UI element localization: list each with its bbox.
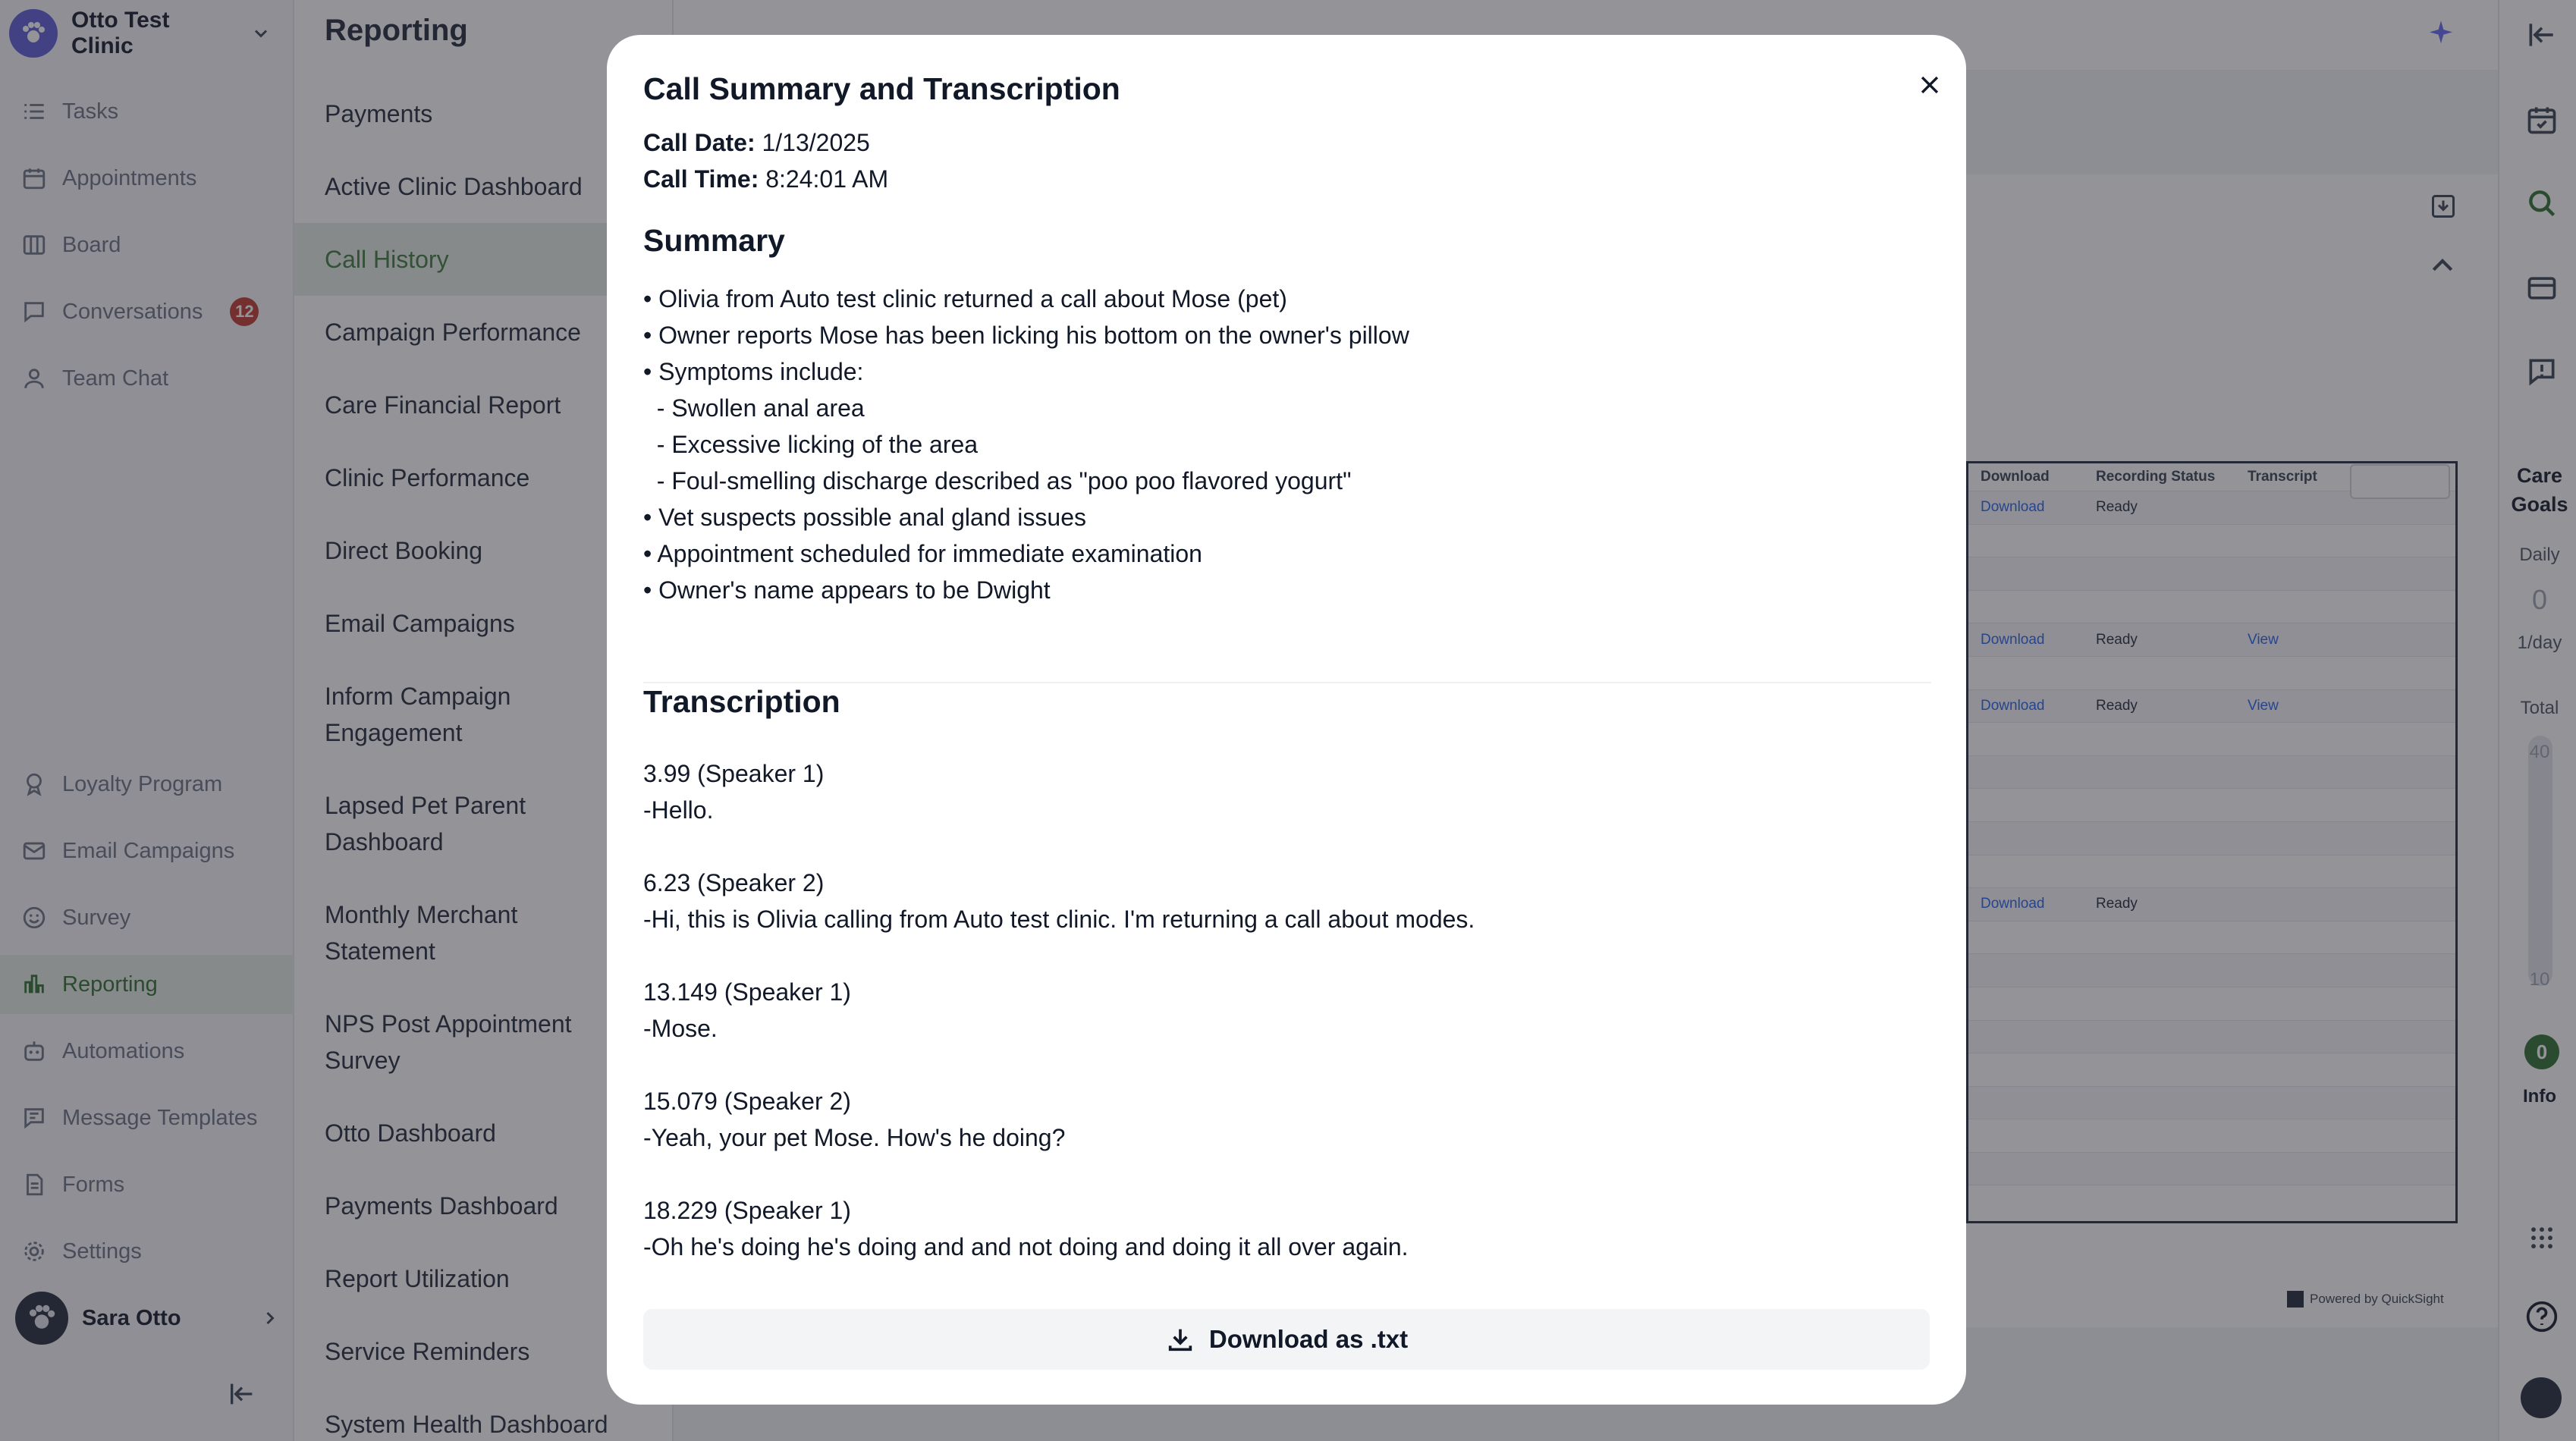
summary-line: - Swollen anal area bbox=[643, 394, 865, 422]
summary-line: • Owner reports Mose has been licking his bottom on the owner's pillow bbox=[643, 322, 1409, 349]
transcript-timestamp: 3.99 (Speaker 1) bbox=[643, 760, 825, 787]
call-time-row bbox=[643, 165, 888, 193]
summary-line: • Appointment scheduled for immediate examination bbox=[643, 540, 1202, 567]
transcription-heading: Transcription bbox=[643, 684, 840, 719]
download-txt-button[interactable] bbox=[643, 1309, 1930, 1370]
call-time-value: 8:24:01 AM bbox=[765, 165, 889, 193]
modal-title: Call Summary and Transcription bbox=[643, 71, 1120, 106]
call-date-value: 1/13/2025 bbox=[762, 129, 870, 156]
call-time-label: Call Time: bbox=[643, 165, 759, 193]
call-date-label: Call Date: bbox=[643, 129, 756, 156]
close-button[interactable] bbox=[1908, 64, 1951, 106]
transcript-timestamp: 13.149 (Speaker 1) bbox=[643, 978, 851, 1006]
call-summary-modal bbox=[607, 35, 1966, 1405]
summary-line: - Excessive licking of the area bbox=[643, 431, 979, 458]
transcript-text: -Hello. bbox=[643, 796, 714, 824]
close-icon bbox=[1917, 72, 1943, 98]
transcript-text: -Mose. bbox=[643, 1015, 718, 1042]
transcript-timestamp: 15.079 (Speaker 2) bbox=[643, 1088, 851, 1115]
download-txt-label: Download as .txt bbox=[1208, 1325, 1409, 1353]
section-divider bbox=[643, 682, 1931, 683]
summary-line: • Olivia from Auto test clinic returned a call about Mose (pet) bbox=[643, 285, 1287, 312]
summary-line: • Symptoms include: bbox=[643, 358, 864, 385]
transcript-text: -Oh he's doing he's doing and and not doing and doing it all over again. bbox=[643, 1233, 1409, 1260]
transcript-timestamp: 18.229 (Speaker 1) bbox=[643, 1197, 851, 1224]
summary-line: • Vet suspects possible anal gland issues bbox=[643, 504, 1086, 531]
summary-heading: Summary bbox=[643, 223, 785, 258]
transcript-text: -Yeah, your pet Mose. How's he doing? bbox=[643, 1124, 1066, 1151]
transcript-timestamp: 6.23 (Speaker 2) bbox=[643, 869, 825, 896]
download-icon bbox=[1165, 1324, 1195, 1355]
call-date-row bbox=[643, 129, 870, 157]
transcript-text: -Hi, this is Olivia calling from Auto test clinic. I'm returning a call about modes. bbox=[643, 906, 1475, 933]
summary-line: • Owner's name appears to be Dwight bbox=[643, 576, 1051, 604]
summary-line: - Foul-smelling discharge described as "poo poo flavored yogurt" bbox=[643, 467, 1352, 494]
